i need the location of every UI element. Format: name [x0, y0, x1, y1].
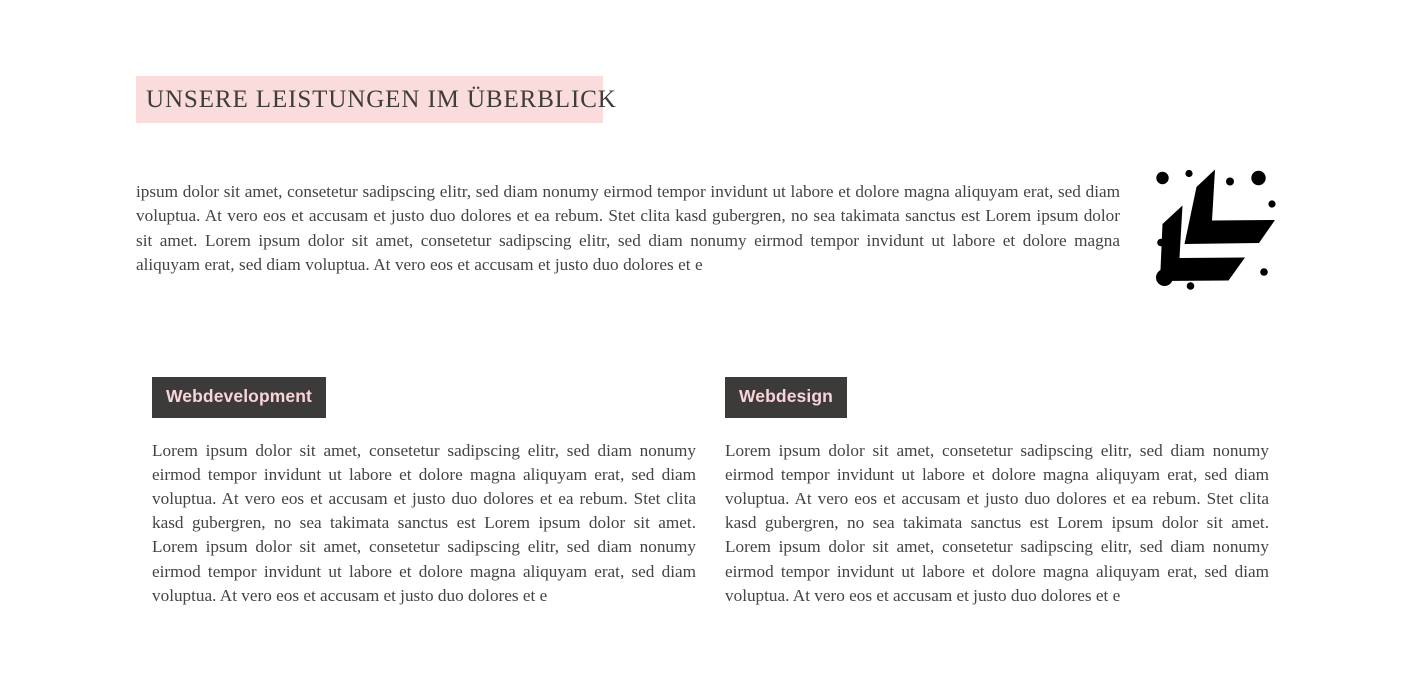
- service-badge-webdesign[interactable]: Webdesign: [725, 377, 847, 418]
- service-column-webdevelopment: [152, 377, 696, 625]
- heading-highlight-block: [136, 76, 617, 123]
- page-title: UNSERE LEISTUNGEN IM ÜBERBLICK: [146, 86, 617, 113]
- service-body-webdesign: Lorem ipsum dolor sit amet, consetetur sadipscing elitr, sed diam nonumy eirmod tempor invidunt ut labore et dolore magna aliquyam erat, sed diam voluptua. At vero eos et accusam et justo duo dolores et ea rebum. Stet clita kasd gubergren, no sea takimata sanctus est Lorem ipsum dolor sit amet. Lorem ipsum dolor sit amet, consetetur sadipscing elitr, sed diam nonumy eirmod tempor invidunt ut labore et dolore magna aliquyam erat, sed diam voluptua. At vero eos et accusam et justo duo dolores et e: [725, 440, 1269, 605]
- section-heading: [136, 76, 617, 123]
- service-column-webdesign: [725, 377, 1269, 625]
- service-badge-webdevelopment[interactable]: Webdevelopment: [152, 377, 326, 418]
- intro-paragraph: ipsum dolor sit amet, consetetur sadipscing elitr, sed diam nonumy eirmod tempor invidunt ut labore et dolore magna aliquyam erat, sed diam voluptua. At vero eos et accusam et justo duo dolores et ea rebum. Stet clita kasd gubergren, no sea takimata sanctus est Lorem ipsum dolor sit amet. Lorem ipsum dolor sit amet, consetetur sadipscing elitr, sed diam nonumy eirmod tempor invidunt ut labore et dolore magna aliquyam erat, sed diam voluptua. At vero eos et accusam et justo duo dolores et e: [136, 182, 1120, 274]
- double-chevron-logo: [1152, 162, 1280, 294]
- service-body-webdevelopment: Lorem ipsum dolor sit amet, consetetur sadipscing elitr, sed diam nonumy eirmod tempor invidunt ut labore et dolore magna aliquyam erat, sed diam voluptua. At vero eos et accusam et justo duo dolores et ea rebum. Stet clita kasd gubergren, no sea takimata sanctus est Lorem ipsum dolor sit amet. Lorem ipsum dolor sit amet, consetetur sadipscing elitr, sed diam nonumy eirmod tempor invidunt ut labore et dolore magna aliquyam erat, sed diam voluptua. At vero eos et accusam et justo duo dolores et e: [152, 440, 696, 605]
- services-columns: [152, 377, 1269, 625]
